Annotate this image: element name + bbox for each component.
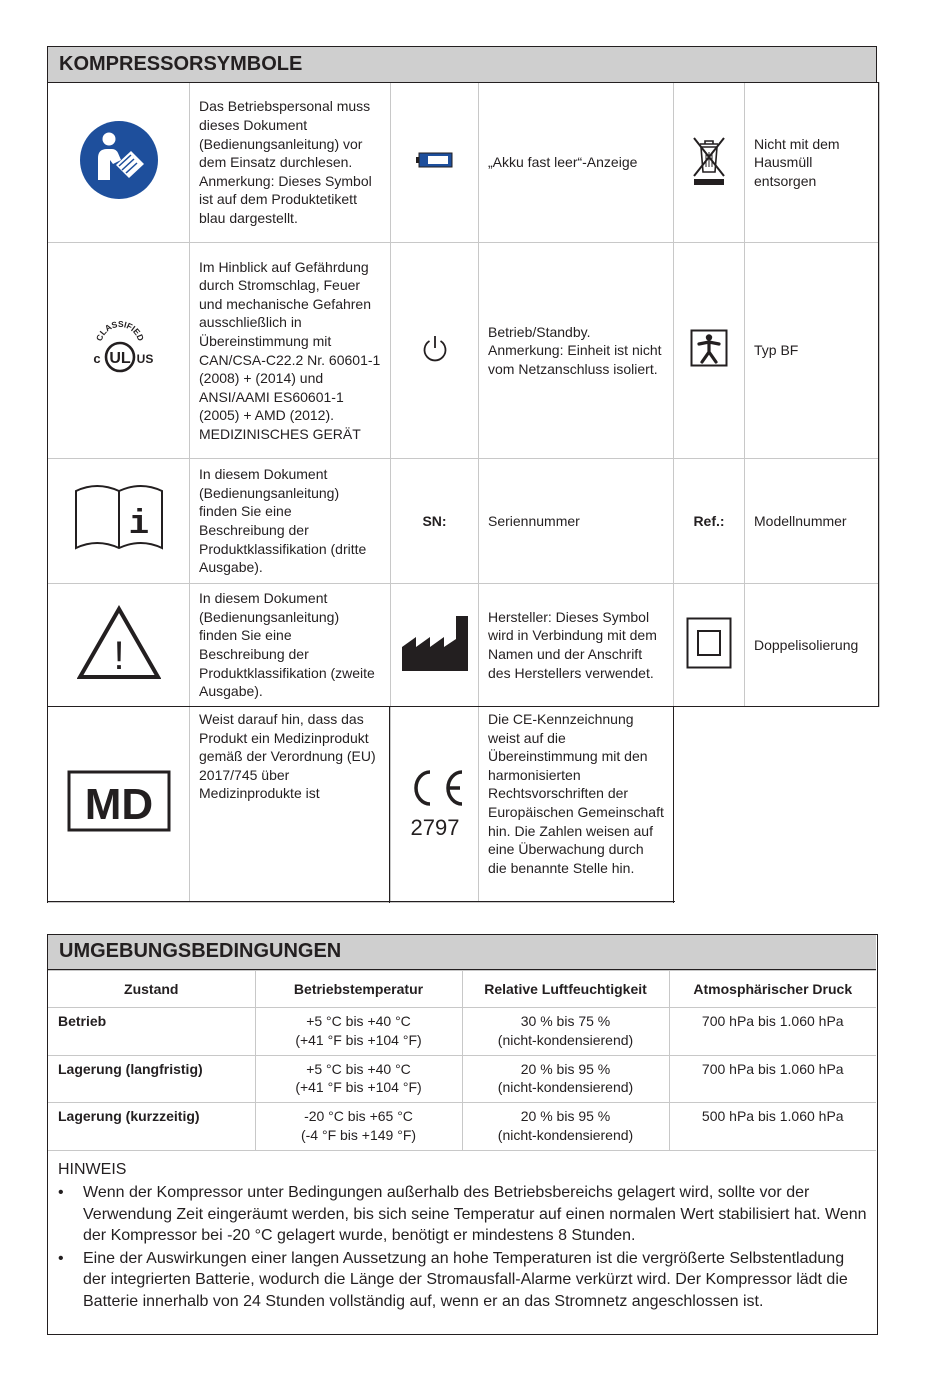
symbols-table [47,82,880,903]
cul-classified-icon [79,318,159,378]
note-block [58,1159,870,1312]
symbol-description: Typ BF [745,243,880,459]
symbol-icon-cell [48,243,190,459]
list-item: • Eine der Auswirkungen einer langen Aussetzung an hohe Temperaturen ist die vergrößerte Selbstentladung der integrierten Batterie, wodurch die Länge der Stromausfall-Alarme verkürzt wird. Der Kompressor lädt die Batterie innerhalb von 24 Stunden vollständig auf, wenn er an das Stromnetz angeschlossen ist. [58,1250,848,1310]
double-insulation-icon [686,617,732,669]
humidity-cell: 30 % bis 75 % (nicht-kondensierend) [462,1008,669,1056]
pressure-cell: 700 hPa bis 1.060 hPa [669,1055,876,1103]
svg-text:i: i [128,505,149,544]
table-row [48,584,880,707]
condition-cell: Betrieb [48,1008,255,1056]
symbol-description: Hersteller: Dieses Symbol wird in Verbindung mit dem Namen und der Anschrift des Herstellers verwendet. [479,584,674,707]
environment-table [48,970,876,1151]
symbol-icon-cell [391,243,479,459]
symbol-description: In diesem Dokument (Bedienungsanleitung) finden Sie eine Beschreibung der Produktklassifikation (dritte Ausgabe). [190,459,391,584]
column-header: Zustand [48,971,255,1008]
symbols-section-title: KOMPRESSORSYMBOLE [47,46,877,83]
note-list [58,1182,870,1312]
svg-text:US: US [136,352,153,367]
symbol-description: Seriennummer [479,459,674,584]
svg-text:UL: UL [108,350,131,368]
symbol-icon-cell [48,459,190,584]
symbol-description: Das Betriebspersonal muss dieses Dokument (Bedienungsanleitung) vor dem Einsatz durchlesen. Anmerkung: Dieses Symbol ist auf dem Produktetikett blau dargestellt. [190,83,391,243]
symbol-icon-cell [391,584,479,707]
empty-cell [674,707,745,903]
symbol-icon-cell [391,83,479,243]
table-row [48,1008,876,1056]
manufacturer-icon [400,613,470,673]
svg-text:MD: MD [84,780,153,830]
low-battery-icon [415,151,455,169]
table-row [48,459,880,584]
table-row [48,243,880,459]
symbol-icon-cell [674,584,745,707]
standby-power-icon [420,333,450,363]
table-row [48,707,880,903]
read-manual-icon [79,120,159,200]
warning-triangle-icon [77,605,161,681]
symbol-icon-cell [674,243,745,459]
serial-number-label: SN: [391,459,479,584]
symbol-description: Weist darauf hin, dass das Produkt ein Medizinprodukt gemäß der Verordnung (EU) 2017/745 über Medizinprodukte ist [190,707,391,903]
svg-text:2797: 2797 [410,815,459,841]
note-title: HINWEIS [58,1161,127,1178]
temperature-cell: +5 °C bis +40 °C (+41 °F bis +104 °F) [255,1008,462,1056]
info-manual-icon [74,482,164,556]
pressure-cell: 700 hPa bis 1.060 hPa [669,1008,876,1056]
humidity-cell: 20 % bis 95 % (nicht-kondensierend) [462,1055,669,1103]
symbol-icon-cell [48,707,190,903]
pressure-cell: 500 hPa bis 1.060 hPa [669,1103,876,1151]
svg-text:CLASSIFIED: CLASSIFIED [93,319,146,343]
symbol-icon-cell [674,83,745,243]
symbol-description: In diesem Dokument (Bedienungsanleitung) finden Sie eine Beschreibung der Produktklassifikation (zweite Ausgabe). [190,584,391,707]
table-row [48,1055,876,1103]
temperature-cell: -20 °C bis +65 °C (-4 °F bis +149 °F) [255,1103,462,1151]
condition-cell: Lagerung (langfristig) [48,1055,255,1103]
condition-cell: Lagerung (kurzzeitig) [48,1103,255,1151]
symbol-description: Betrieb/Standby. Anmerkung: Einheit ist nicht vom Netzanschluss isoliert. [479,243,674,459]
table-row [48,83,880,243]
symbol-description: Im Hinblick auf Gefährdung durch Stromschlag, Feuer und mechanische Gefahren ausschließlich in Übereinstimmung mit CAN/CSA-C22.2 Nr. 60601-1 (2008) + (2014) und ANSI/AAMI ES60601-1 (2005) + AMD (2012). MEDIZINISCHES GERÄT [190,243,391,459]
list-item: • Wenn der Kompressor unter Bedingungen außerhalb des Betriebsbereichs gelagert wird, sollte vor der Verwendung Zeit eingeräumt werden, bis sich seine Temperatur auf einen normalen Wert stabilisiert hat. Wenn der Kompressor bei -20 °C gelagert wurde, benötigt er mindestens 8 Stunden. [58,1184,867,1244]
type-bf-icon [690,329,728,367]
svg-text:!: ! [112,633,125,678]
reference-label: Ref.: [674,459,745,584]
table-header-row [48,971,876,1008]
symbol-icon-cell [391,707,479,903]
table-row [48,1103,876,1151]
column-header: Betriebstemperatur [255,971,462,1008]
weee-bin-icon [691,134,727,186]
column-header: Atmosphärischer Druck [669,971,876,1008]
humidity-cell: 20 % bis 95 % (nicht-kondensierend) [462,1103,669,1151]
empty-cell [745,707,880,903]
environment-section-title: UMGEBUNGSBEDINGUNGEN [48,935,876,970]
symbol-description: Die CE-Kennzeichnung weist auf die Übereinstimmung mit den harmonisierten Rechtsvorschriften der Europäischen Gemeinschaft hin. Die Zahlen weisen auf eine Überwachung durch die benannte Stelle hin. [479,707,674,903]
symbol-description: Nicht mit dem Hausmüll entsorgen [745,83,880,243]
ce-mark-icon [400,762,470,842]
symbol-description: „Akku fast leer“-Anzeige [479,83,674,243]
column-header: Relative Luftfeuchtigkeit [462,971,669,1008]
temperature-cell: +5 °C bis +40 °C (+41 °F bis +104 °F) [255,1055,462,1103]
md-icon [67,770,171,834]
symbol-icon-cell [48,83,190,243]
symbol-description: Doppelisolierung [745,584,880,707]
symbol-icon-cell [48,584,190,707]
environment-section [47,934,878,1335]
symbol-description: Modellnummer [745,459,880,584]
svg-text:c: c [92,351,101,367]
